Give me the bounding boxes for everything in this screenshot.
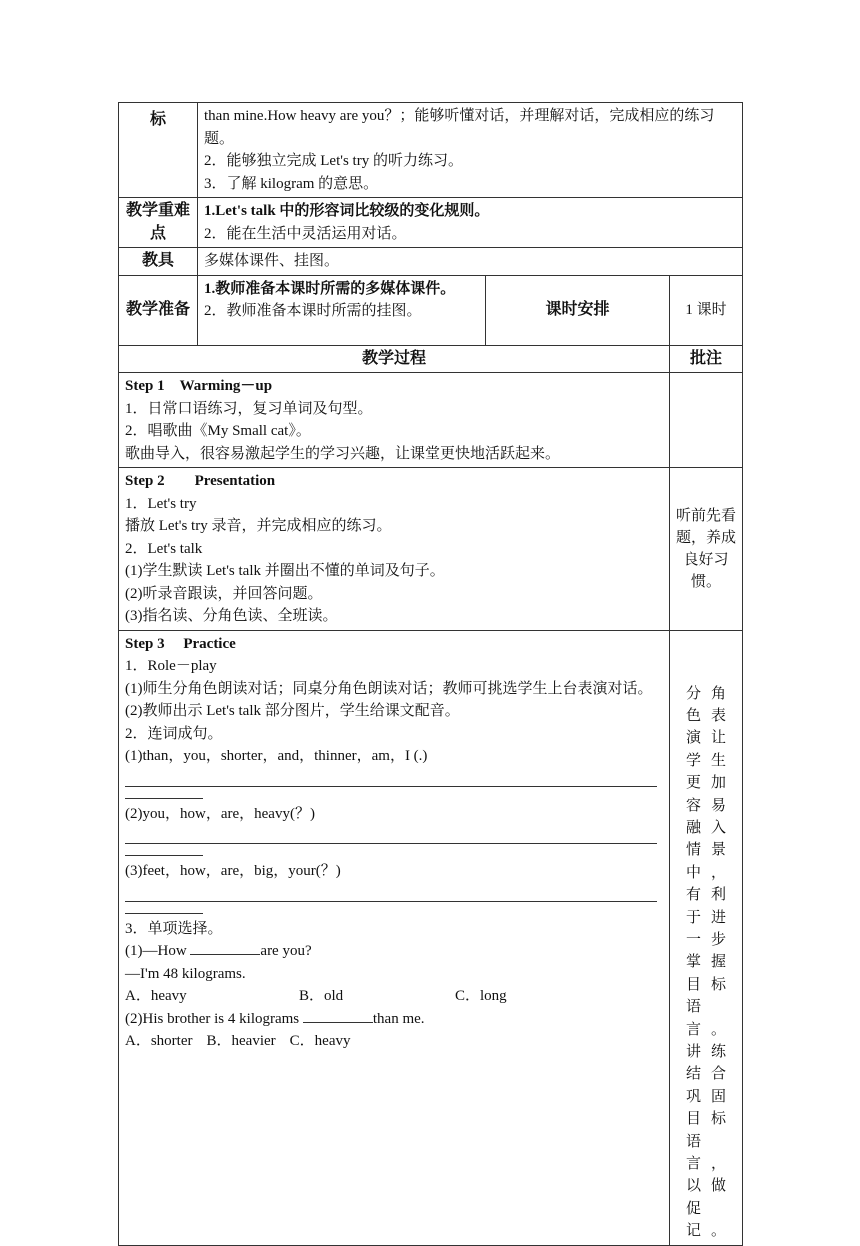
schedule-value: 1 课时 (670, 275, 743, 345)
objectives-label: 标 (119, 103, 198, 198)
step2-line: (2)听录音跟读，并回答问题。 (125, 585, 323, 602)
step1-line: 2．唱歌曲《My Small cat》。 (125, 423, 311, 439)
option: C．heavy (289, 1033, 351, 1049)
step1-line: 1．日常口语练习，复习单词及句型。 (125, 400, 373, 417)
step3-line: 2．连词成句。 (125, 725, 223, 742)
answer-line[interactable] (125, 889, 657, 902)
option: A．heavy (125, 988, 187, 1004)
sentence-prompt: (1)than，you，shorter，and，thinner，am，I (.) (125, 748, 428, 764)
objective-line: 2．能够独立完成 Let's try 的听力练习。 (204, 153, 463, 169)
key-points-row (119, 198, 743, 248)
answer-line-end[interactable] (125, 844, 203, 856)
key-points-content (198, 198, 743, 248)
answer-line[interactable] (125, 774, 657, 787)
step2-note: 听前先看题，养成良好习惯。 (670, 468, 743, 631)
preparation-line: 1.教师准备本课时所需的多媒体课件。 (204, 280, 456, 297)
step2-line: 2．Let's talk (125, 540, 203, 557)
objective-line: than mine.How heavy are you？；能够听懂对话，并理解对话，完成相应的练习题。 (204, 108, 715, 147)
lesson-plan-table (118, 102, 743, 1246)
tools-row (119, 248, 743, 276)
step3-content (119, 630, 670, 1245)
step3-heading: Step 3 Practice (125, 635, 236, 652)
option: A．shorter (125, 1033, 193, 1049)
step3-line: (2)教师出示 Let's talk 部分图片，学生给课文配音。 (125, 703, 460, 719)
step3-row (119, 630, 743, 1245)
step2-line: 1．Let's try (125, 495, 197, 512)
question-2 (125, 1008, 663, 1031)
question-2-blank[interactable] (303, 1008, 373, 1023)
option: C．long (455, 988, 507, 1004)
step3-line: 1．Role－play (125, 658, 217, 674)
key-points-label: 教学重难点 (119, 198, 198, 248)
notes-title: 批注 (670, 345, 743, 373)
process-header-row (119, 345, 743, 373)
schedule-label: 课时安排 (486, 275, 670, 345)
answer-line-end[interactable] (125, 787, 203, 799)
objectives-content (198, 103, 743, 198)
step1-line: 歌曲导入，很容易激起学生的学习兴趣，让课堂更快地活跃起来。 (125, 445, 561, 462)
objectives-row (119, 103, 743, 198)
question-2-stem-b: than me. (372, 1010, 425, 1027)
question-1 (125, 940, 663, 963)
step2-heading: Step 2 Presentation (125, 473, 276, 489)
step3-line: (1)师生分角色朗读对话；同桌分角色朗读对话；教师可挑选学生上台表演对话。 (125, 680, 653, 697)
step2-line: (1)学生默读 Let's talk 并圈出不懂的单词及句子。 (125, 563, 445, 579)
step2-row (119, 468, 743, 631)
sentence-prompt: (3)feet，how，are，big，your(？) (125, 863, 341, 879)
sentence-prompt: (2)you，how，are，heavy(？) (125, 805, 315, 822)
answer-line[interactable] (125, 831, 657, 844)
step3-note: 分角色表演让学生更加容易融入情景中，有利于进一步掌握目标语言。讲练结合巩固目标语言，以做促记。 (686, 685, 727, 1240)
step1-row (119, 373, 743, 468)
question-1-stem-b: are you? (260, 943, 312, 959)
step1-content (119, 373, 670, 468)
step3-note-cell (670, 630, 743, 1245)
preparation-line: 2．教师准备本课时所需的挂图。 (204, 303, 422, 319)
choice-title: 3．单项选择。 (125, 920, 223, 937)
question-2-stem-a: (2)His brother is 4 kilograms (125, 1010, 303, 1027)
question-1-blank[interactable] (190, 940, 260, 955)
answer-line-end[interactable] (125, 902, 203, 914)
question-1-stem-a: (1)—How (125, 943, 191, 959)
preparation-label: 教学准备 (119, 275, 198, 345)
question-1-options (125, 985, 663, 1008)
process-title: 教学过程 (119, 345, 670, 373)
step2-content (119, 468, 670, 631)
objective-line: 3．了解 kilogram 的意思。 (204, 175, 379, 192)
step1-heading: Step 1 Warming－up (125, 378, 273, 394)
key-point-line: 1.Let's talk 中的形容词比较级的变化规则。 (204, 203, 490, 219)
step2-line: 播放 Let's try 录音，并完成相应的练习。 (125, 518, 392, 534)
preparation-row (119, 275, 743, 345)
step1-note (670, 373, 743, 468)
option: B．heavier (206, 1033, 276, 1049)
tools-label: 教具 (119, 248, 198, 276)
question-1-answer: —I'm 48 kilograms. (125, 965, 246, 982)
key-point-line: 2．能在生活中灵活运用对话。 (204, 225, 407, 242)
question-2-options (125, 1030, 663, 1053)
step2-line: (3)指名读、分角色读、全班读。 (125, 608, 338, 624)
lesson-plan (118, 102, 742, 1246)
tools-content: 多媒体课件、挂图。 (198, 248, 743, 276)
option: B．old (299, 988, 344, 1004)
preparation-content (198, 275, 486, 345)
